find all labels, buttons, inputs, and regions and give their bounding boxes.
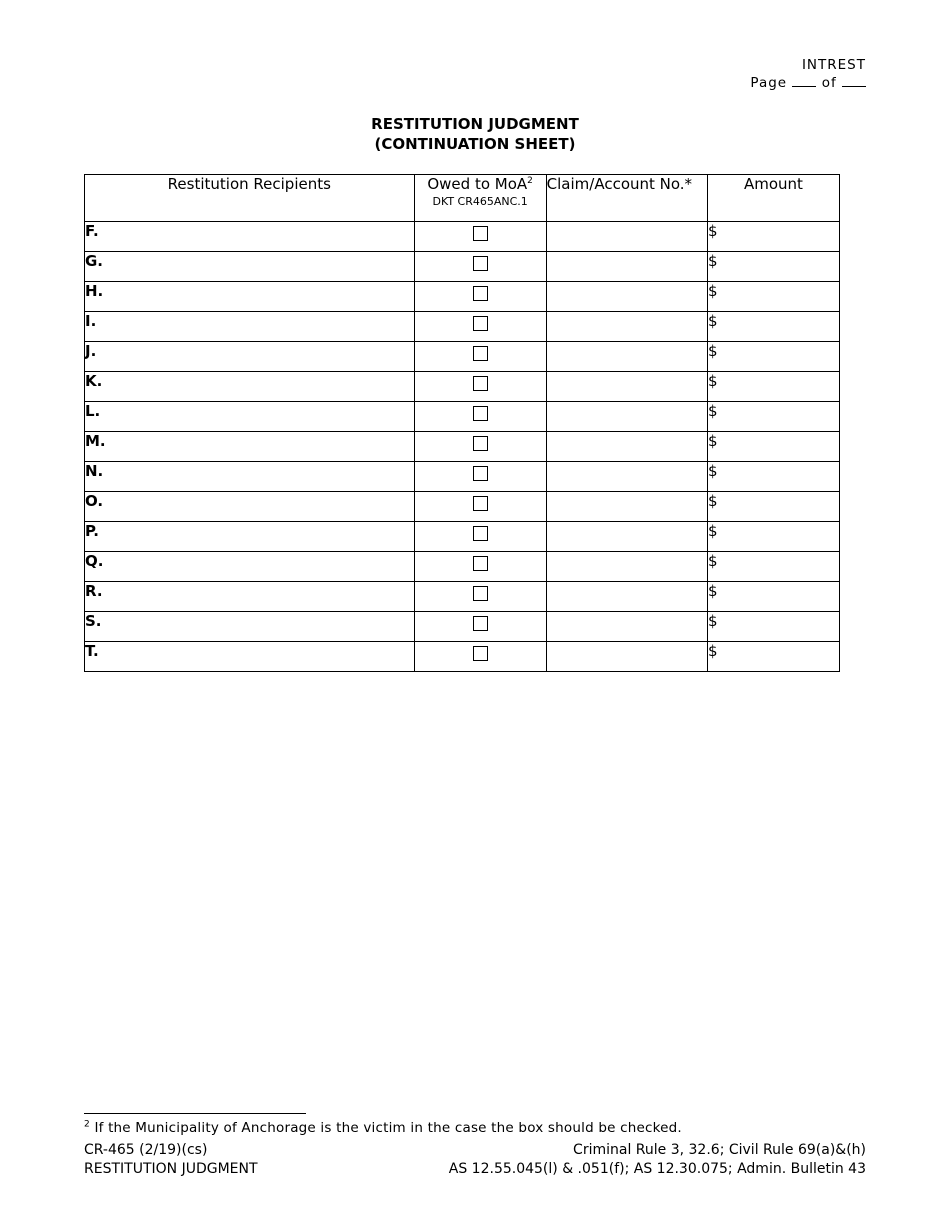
owed-to-moa-cell <box>414 612 546 642</box>
amount-field[interactable] <box>707 312 839 342</box>
claim-account-field[interactable] <box>546 342 707 372</box>
page-number-line <box>750 74 866 92</box>
claim-account-field[interactable] <box>546 222 707 252</box>
amount-field[interactable] <box>707 402 839 432</box>
recipient-field[interactable] <box>85 402 415 432</box>
row-letter: N. <box>85 462 104 480</box>
claim-account-field[interactable] <box>546 612 707 642</box>
form-name: RESTITUTION JUDGMENT <box>84 1161 258 1177</box>
amount-field[interactable] <box>707 222 839 252</box>
row-letter: P. <box>85 522 99 540</box>
currency-symbol: $ <box>707 402 718 420</box>
claim-account-field[interactable] <box>546 402 707 432</box>
claim-account-field[interactable] <box>546 282 707 312</box>
owed-to-moa-cell <box>414 432 546 462</box>
table-row <box>85 312 840 342</box>
table-row <box>85 612 840 642</box>
currency-symbol: $ <box>707 492 718 510</box>
currency-symbol: $ <box>707 312 718 330</box>
claim-account-field[interactable] <box>546 522 707 552</box>
claim-account-field[interactable] <box>546 372 707 402</box>
owed-to-moa-cell <box>414 462 546 492</box>
currency-symbol: $ <box>707 612 718 630</box>
owed-to-moa-checkbox[interactable] <box>473 436 488 451</box>
currency-symbol: $ <box>707 462 718 480</box>
page-number-field[interactable] <box>792 74 816 87</box>
table-row <box>85 492 840 522</box>
owed-to-moa-cell <box>414 342 546 372</box>
page-label: Page <box>750 75 788 91</box>
table-row <box>85 252 840 282</box>
owed-to-moa-cell <box>414 222 546 252</box>
table-row <box>85 402 840 432</box>
restitution-table <box>84 174 840 672</box>
amount-field[interactable] <box>707 492 839 522</box>
owed-to-moa-cell <box>414 252 546 282</box>
owed-to-moa-checkbox[interactable] <box>473 556 488 571</box>
owed-to-moa-checkbox[interactable] <box>473 256 488 271</box>
owed-to-moa-checkbox[interactable] <box>473 496 488 511</box>
footer-right <box>449 1141 866 1179</box>
amount-field[interactable] <box>707 612 839 642</box>
amount-field[interactable] <box>707 372 839 402</box>
table-row <box>85 282 840 312</box>
currency-symbol: $ <box>707 222 718 240</box>
table-row <box>85 552 840 582</box>
recipient-field[interactable] <box>85 282 415 312</box>
amount-field[interactable] <box>707 522 839 552</box>
row-letter: J. <box>85 342 97 360</box>
owed-to-moa-checkbox[interactable] <box>473 586 488 601</box>
rules-citation-2: AS 12.55.045(l) & .051(f); AS 12.30.075; Admin. Bulletin 43 <box>448 1161 866 1177</box>
table-row <box>85 432 840 462</box>
header-amount: Amount <box>707 175 839 222</box>
owed-to-moa-cell <box>414 552 546 582</box>
owed-to-moa-checkbox[interactable] <box>473 526 488 541</box>
table-row <box>85 582 840 612</box>
claim-account-field[interactable] <box>546 492 707 522</box>
owed-to-moa-checkbox[interactable] <box>473 316 488 331</box>
amount-field[interactable] <box>707 342 839 372</box>
header-block <box>750 56 866 92</box>
currency-symbol: $ <box>707 552 718 570</box>
amount-field[interactable] <box>707 282 839 312</box>
owed-to-moa-cell <box>414 522 546 552</box>
title-line-1: RESTITUTION JUDGMENT <box>371 115 579 133</box>
owed-to-moa-checkbox[interactable] <box>473 646 488 661</box>
currency-symbol: $ <box>707 282 718 300</box>
row-letter: I. <box>85 312 97 330</box>
of-label: of <box>821 75 837 91</box>
owed-to-moa-checkbox[interactable] <box>473 616 488 631</box>
claim-account-field[interactable] <box>546 642 707 672</box>
row-letter: K. <box>85 372 103 390</box>
recipient-field[interactable] <box>85 222 415 252</box>
row-letter: T. <box>85 642 99 660</box>
amount-field[interactable] <box>707 252 839 282</box>
currency-symbol: $ <box>707 582 718 600</box>
row-letter: S. <box>85 612 102 630</box>
row-letter: O. <box>85 492 104 510</box>
owed-to-moa-checkbox[interactable] <box>473 286 488 301</box>
row-letter: F. <box>85 222 99 240</box>
currency-symbol: $ <box>707 372 718 390</box>
currency-symbol: $ <box>707 432 718 450</box>
claim-account-field[interactable] <box>546 432 707 462</box>
recipient-field[interactable] <box>85 342 415 372</box>
claim-account-field[interactable] <box>546 252 707 282</box>
amount-field[interactable] <box>707 582 839 612</box>
amount-field[interactable] <box>707 642 839 672</box>
footer-left <box>84 1141 258 1179</box>
form-code: INTREST <box>801 57 866 73</box>
recipient-field[interactable] <box>85 312 415 342</box>
owed-to-moa-cell <box>414 402 546 432</box>
form-number: CR-465 (2/19)(cs) <box>84 1142 208 1158</box>
table-row <box>85 462 840 492</box>
recipient-field[interactable] <box>85 432 415 462</box>
recipient-field[interactable] <box>85 522 415 552</box>
row-letter: R. <box>85 582 103 600</box>
owed-to-moa-checkbox[interactable] <box>473 406 488 421</box>
amount-field[interactable] <box>707 432 839 462</box>
claim-account-field[interactable] <box>546 462 707 492</box>
currency-symbol: $ <box>707 342 718 360</box>
row-letter: L. <box>85 402 101 420</box>
page-title <box>0 114 950 154</box>
row-letter: Q. <box>85 552 104 570</box>
recipient-field[interactable] <box>85 612 415 642</box>
header-claim-account: Claim/Account No.* <box>546 175 707 222</box>
header-recipients: Restitution Recipients <box>85 175 415 222</box>
amount-field[interactable] <box>707 462 839 492</box>
owed-label: Owed to MoA <box>427 175 528 193</box>
amount-field[interactable] <box>707 552 839 582</box>
footnote-divider <box>84 1113 306 1114</box>
claim-account-field[interactable] <box>546 552 707 582</box>
row-letter: M. <box>85 432 106 450</box>
owed-to-moa-cell <box>414 642 546 672</box>
table-row <box>85 222 840 252</box>
owed-to-moa-cell <box>414 582 546 612</box>
owed-to-moa-cell <box>414 312 546 342</box>
rules-citation-1: Criminal Rule 3, 32.6; Civil Rule 69(a)&(h) <box>573 1142 866 1158</box>
owed-to-moa-checkbox[interactable] <box>473 346 488 361</box>
claim-account-field[interactable] <box>546 312 707 342</box>
recipient-field[interactable] <box>85 492 415 522</box>
owed-to-moa-cell <box>414 282 546 312</box>
owed-to-moa-checkbox[interactable] <box>473 466 488 481</box>
header-owed-to-moa <box>414 175 546 222</box>
owed-to-moa-checkbox[interactable] <box>473 376 488 391</box>
docket-code: DKT CR465ANC.1 <box>432 195 528 208</box>
table-row <box>85 342 840 372</box>
title-line-2: (CONTINUATION SHEET) <box>374 135 576 153</box>
owed-to-moa-cell <box>414 492 546 522</box>
table-header-row <box>85 175 840 222</box>
footnote-text: If the Municipality of Anchorage is the victim in the case the box should be checked. <box>94 1120 682 1136</box>
footnote <box>84 1120 682 1136</box>
page-total-field[interactable] <box>842 74 866 87</box>
table-row <box>85 522 840 552</box>
table-row <box>85 642 840 672</box>
table-row <box>85 372 840 402</box>
owed-to-moa-checkbox[interactable] <box>473 226 488 241</box>
recipient-field[interactable] <box>85 642 415 672</box>
recipient-field[interactable] <box>85 252 415 282</box>
recipient-field[interactable] <box>85 552 415 582</box>
recipient-field[interactable] <box>85 582 415 612</box>
footnote-ref: 2 <box>527 176 533 186</box>
footnote-number: 2 <box>84 1119 90 1130</box>
recipient-field[interactable] <box>85 372 415 402</box>
currency-symbol: $ <box>707 522 718 540</box>
owed-to-moa-cell <box>414 372 546 402</box>
currency-symbol: $ <box>707 252 718 270</box>
row-letter: G. <box>85 252 104 270</box>
currency-symbol: $ <box>707 642 718 660</box>
row-letter: H. <box>85 282 104 300</box>
claim-account-field[interactable] <box>546 582 707 612</box>
recipient-field[interactable] <box>85 462 415 492</box>
